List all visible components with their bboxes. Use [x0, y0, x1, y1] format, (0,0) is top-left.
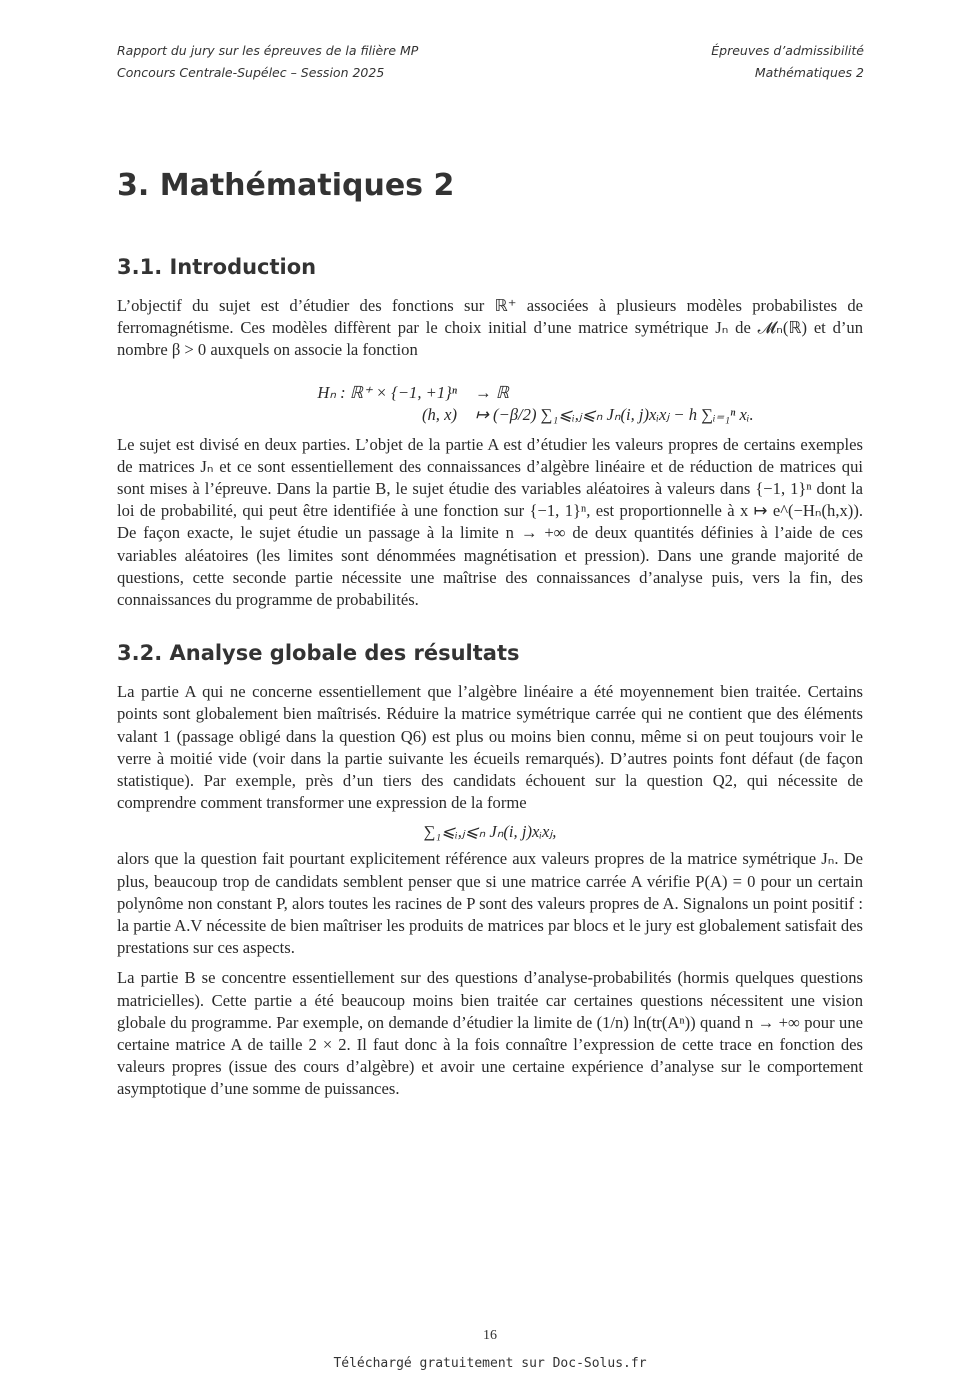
header-subject: Mathématiques 2 — [754, 65, 864, 80]
running-header-left — [117, 40, 418, 84]
chapter-title: 3. Mathématiques 2 — [117, 168, 455, 203]
section-heading-analyse: 3.2. Analyse globale des résultats — [117, 641, 520, 666]
section-heading-introduction: 3.1. Introduction — [117, 255, 317, 279]
page-number: 16 — [483, 1328, 497, 1343]
header-report-title: Rapport du jury sur les épreuves de la filière MP — [117, 43, 419, 58]
header-category: Épreuves d’admissibilité — [711, 43, 864, 58]
download-footer: Téléchargé gratuitement sur Doc-Solus.fr — [333, 1356, 647, 1371]
running-header-right — [711, 40, 864, 84]
paragraph: La partie A qui ne concerne essentiellement que l’algèbre linéaire a été moyennement bien traitée. Certains points sont globalement bien maîtrisés. Réduire la matrice symétrique carrée qui ne contient que des éléments valant 1 (passage obligé dans la question Q6) est plus ou moins bien connu, même si on peut toujours voir le verre à moitié vide (voir dans la partie suivante les écueils remarqués). D’autres points font défaut (de façon statistique). Par exemple, près d’un tiers des candidats échouent sur la question Q2, qui nécessite de comprendre comment transformer une expression de la forme — [117, 682, 863, 813]
header-contest: Concours Centrale-Supélec – Session 2025 — [117, 65, 385, 80]
display-formula-hn — [257, 382, 863, 426]
paragraph: Le sujet est divisé en deux parties. L’objet de la partie A est d’étudier les valeurs propres de certains exemples de matrices Jₙ et ce sont essentiellement des connaissances d’algèbre linéaire et de réduction de matrices qui sont mises à l’épreuve. Dans la partie B, le sujet étudie des variables aléatoires à valeurs dans {−1, 1}ⁿ dont la loi de probabilité, qui peut être identifiée à une fonction sur {−1, 1}ⁿ, est proportionnelle à x ↦ e^(−Hₙ(h,x)). De façon exacte, le sujet étudie un passage à la limite n → +∞ de deux quantités définies à l’aide de ces variables aléatoires (les limites sont dénommées magnétisation et pression). Dans une grande majorité de questions, cette seconde partie nécessite une maîtrise des connaissances d’analyse puis, vers la fin, des connaissances du programme de probabilités. — [117, 434, 863, 610]
formula-expression: ↦ (−β/2) ∑₁⩽ᵢ,ⱼ⩽ₙ Jₙ(i, j)xᵢxⱼ − h ∑ᵢ₌₁ⁿ xᵢ. — [475, 404, 754, 424]
page-content — [117, 168, 863, 1109]
paragraph: L’objectif du sujet est d’étudier des fonctions sur ℝ⁺ associées à plusieurs modèles probabilistes de ferromagnétisme. Ces modèles diffèrent par le choix initial d’une matrice symétrique Jₙ de 𝓜ₙ(ℝ) et d’un nombre β > 0 auxquels on associe la fonction — [117, 296, 863, 360]
display-formula-sum: ∑₁⩽ᵢ,ⱼ⩽ₙ Jₙ(i, j)xᵢxⱼ, — [423, 822, 557, 842]
paragraph: La partie B se concentre essentiellement sur des questions d’analyse-probabilités (hormis quelques questions matricielles). Cette partie a été beaucoup moins bien traitée car certaines questions nécessitent une vision globale du programme. Par exemple, on demande d’étudier la limite de (1/n) ln(tr(Aⁿ)) quand n → +∞ pour une certaine matrice A de taille 2 × 2. Il faut donc à la fois connaître l’expression de cette trace en fonction des valeurs propres (issue des cours d’algèbre) et avoir une certaine expérience d’analyse sur le comportement asymptotique d’une somme de puissances. — [117, 968, 863, 1099]
formula-argument: (h, x) — [421, 404, 457, 424]
formula-codomain: → ℝ — [475, 382, 509, 402]
paragraph: alors que la question fait pourtant explicitement référence aux valeurs propres de la matrice symétrique Jₙ. De plus, beaucoup trop de candidats semblent penser que si une matrice carrée A vérifie P(A) = 0 pour un certain polynôme non constant P, alors toutes les racines de P sont des valeurs propres de A. Signalons un point positif : la partie A.V nécessite de bien maîtriser les produits de matrices par blocs et le jury est globalement satisfait des prestations sur ces aspects. — [117, 849, 863, 958]
formula-domain: Hₙ : ℝ⁺ × {−1, +1}ⁿ — [317, 382, 457, 402]
